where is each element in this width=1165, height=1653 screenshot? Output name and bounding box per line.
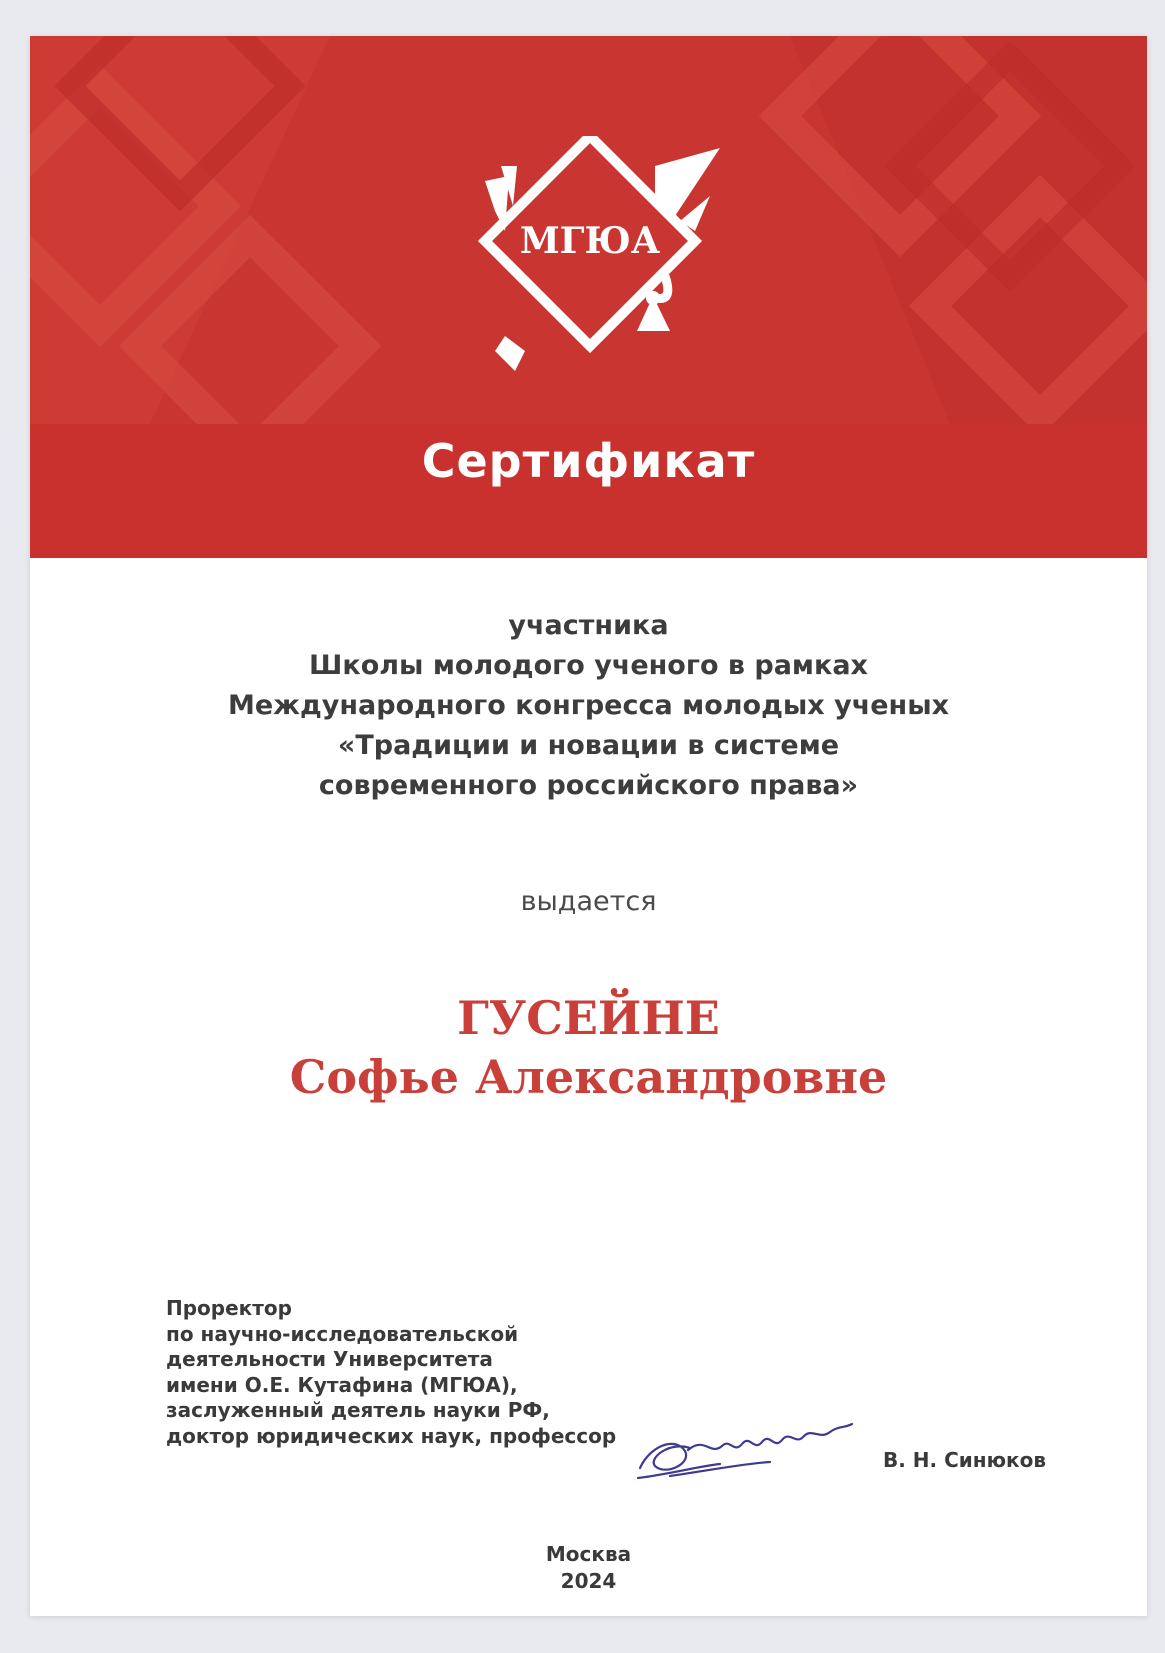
- position-line: доктор юридических наук, профессор: [166, 1423, 617, 1448]
- signatory-name: В. Н. Синюков: [883, 1448, 1047, 1472]
- issued-label: выдается: [520, 886, 657, 917]
- purpose-line: Международного конгресса молодых ученых: [227, 690, 950, 721]
- purpose-line: «Традиции и новации в системе: [337, 730, 840, 761]
- position-line: имени О.Е. Кутафина (МГЮА),: [166, 1372, 518, 1397]
- issue-place-date: [30, 1541, 1147, 1595]
- recipient-name: [30, 989, 1147, 1107]
- purpose-line: современного российского права»: [318, 770, 859, 801]
- issue-year: 2024: [560, 1569, 617, 1593]
- recipient-surname: ГУСЕЙНЕ: [457, 991, 720, 1045]
- position-line: по научно-исследовательской: [166, 1321, 519, 1346]
- certificate-purpose: [30, 606, 1147, 806]
- position-line: Проректор: [166, 1296, 292, 1320]
- purpose-line: Школы молодого ученого в рамках: [309, 650, 868, 681]
- certificate-sheet: [30, 36, 1147, 1616]
- issue-city: Москва: [545, 1542, 632, 1566]
- signatory-position: [166, 1296, 616, 1449]
- position-line: заслуженный деятель науки РФ,: [166, 1398, 550, 1422]
- recipient-given-names: Софье Александровне: [289, 1050, 888, 1104]
- handwritten-signature: [630, 1406, 860, 1486]
- logo-text: МГЮА: [519, 220, 661, 262]
- purpose-line: участника: [508, 610, 669, 641]
- position-line: деятельности Университета: [166, 1347, 493, 1371]
- university-logo: [465, 136, 725, 406]
- certificate-header: [30, 36, 1147, 558]
- certificate-title: Сертификат: [421, 434, 756, 488]
